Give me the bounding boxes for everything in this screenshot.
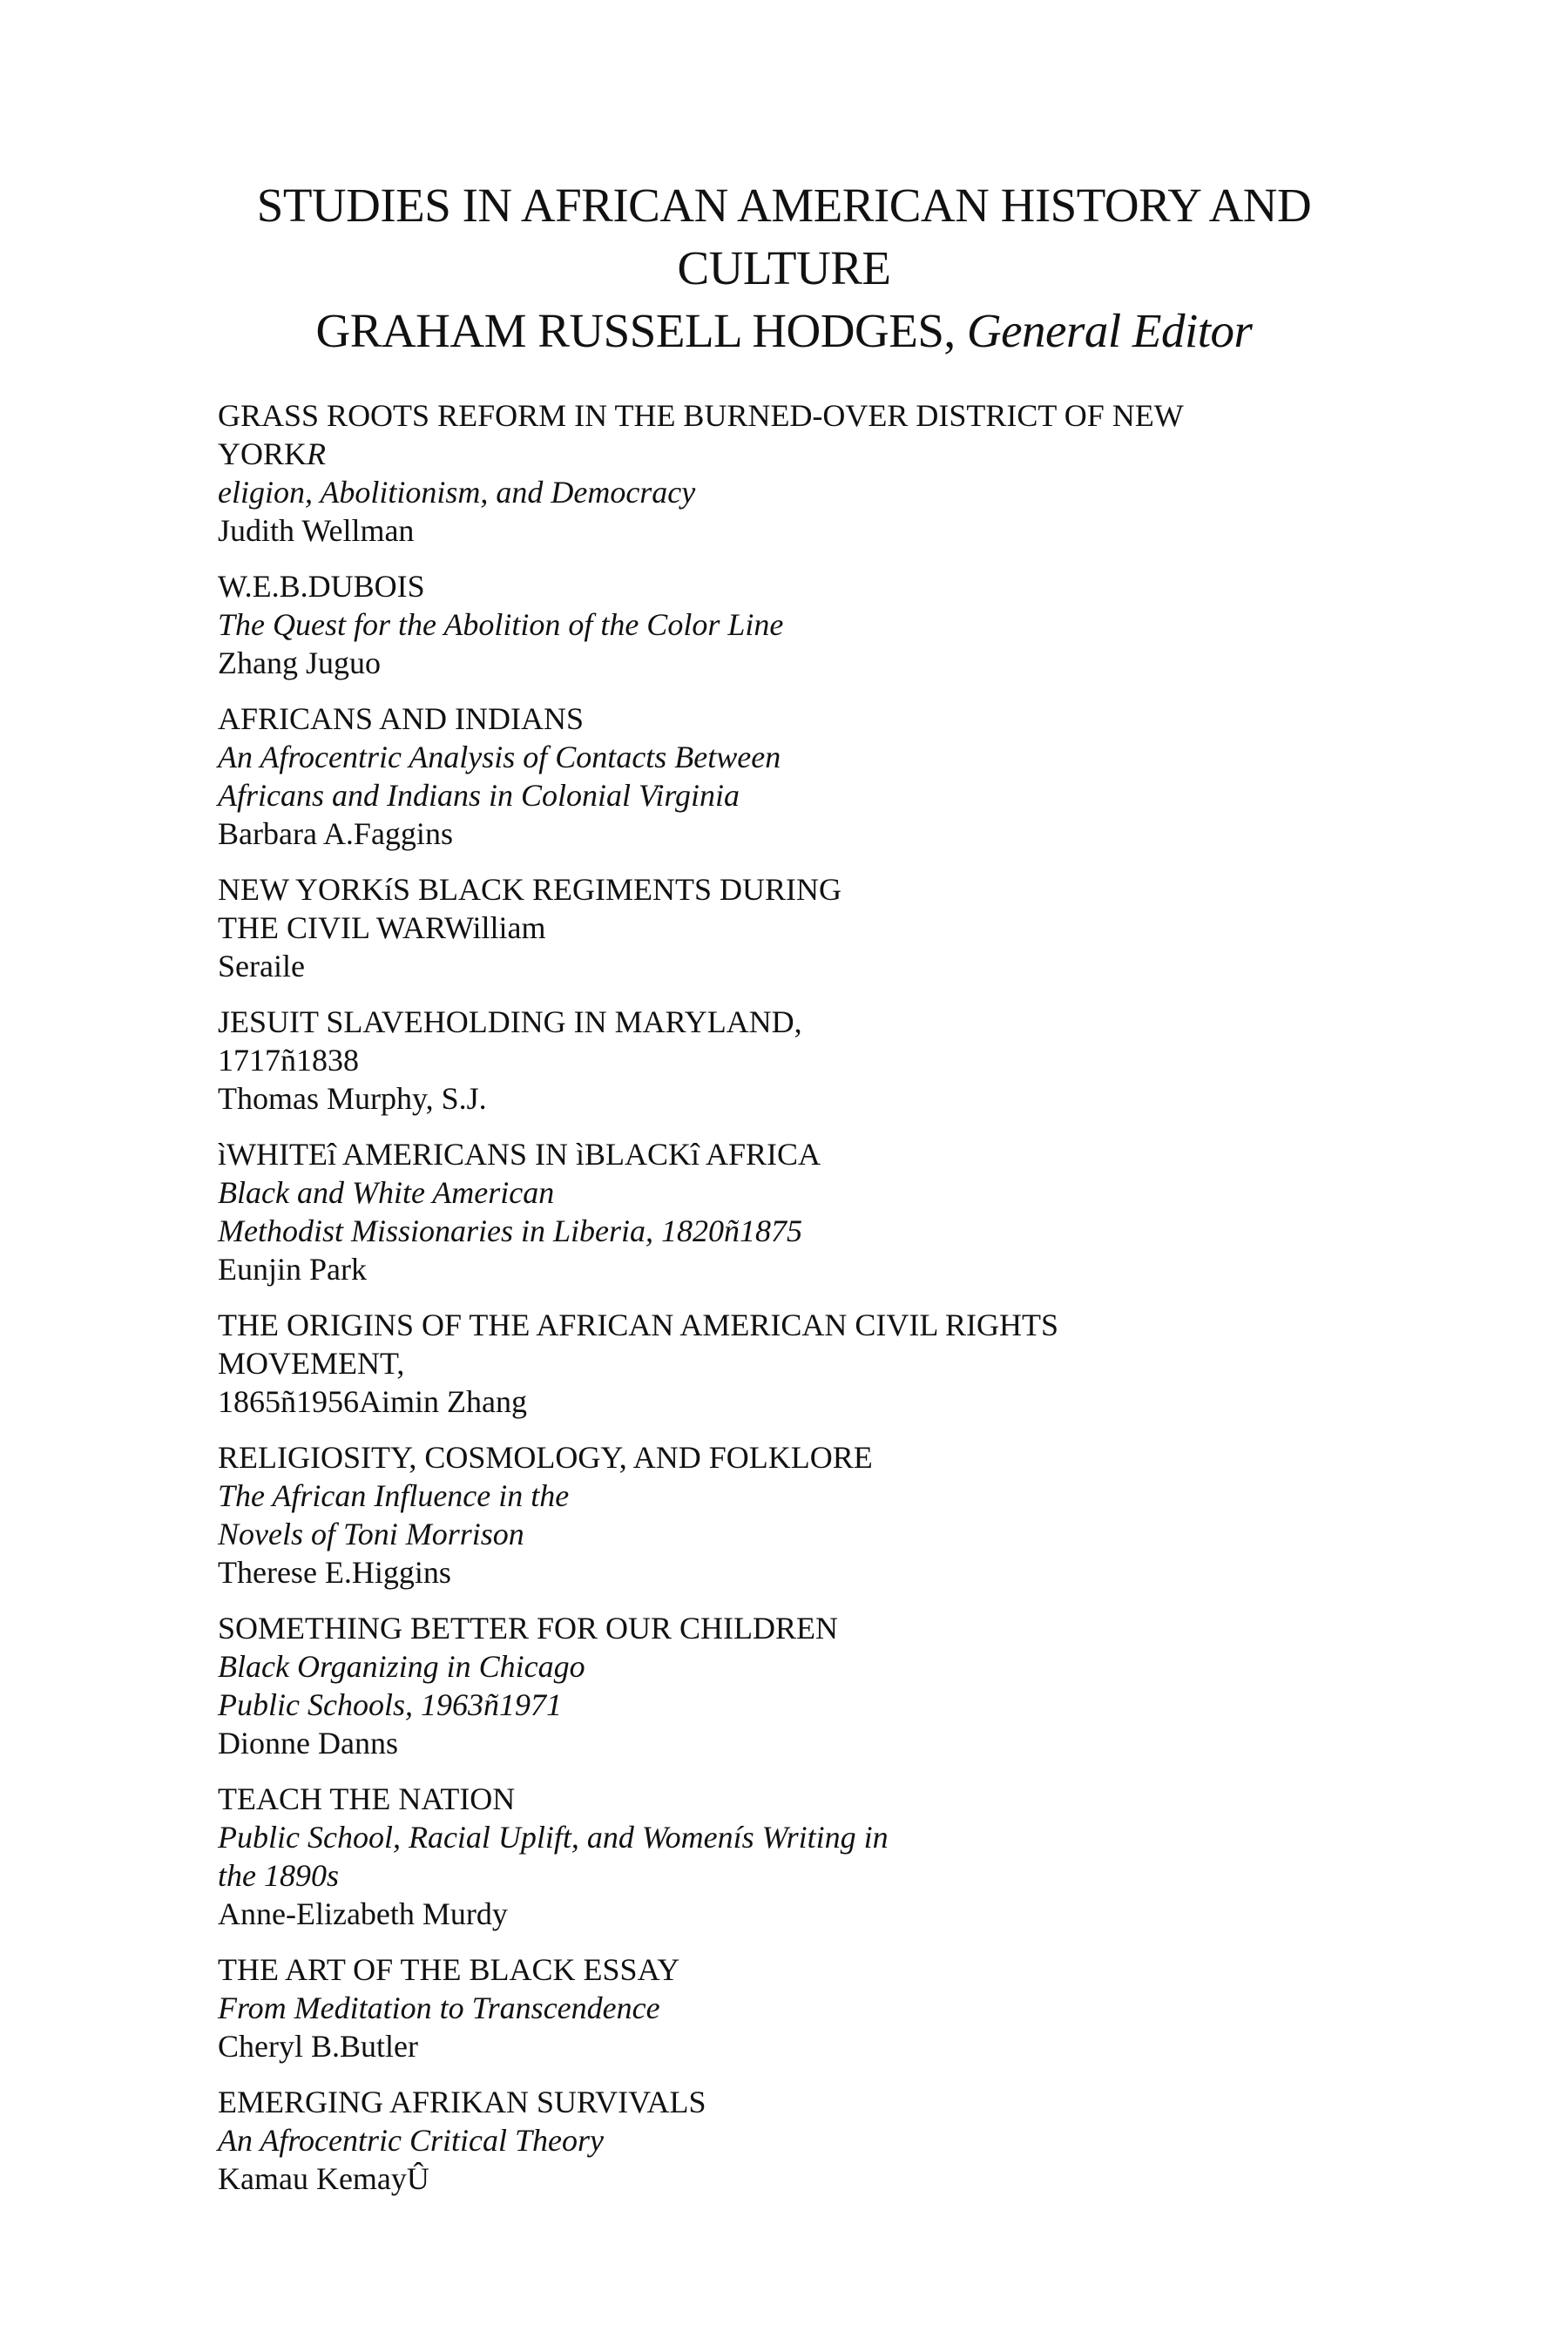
series-title-line-2: CULTURE [677, 241, 891, 294]
book-title-line: 1717ñ1838 [218, 1043, 359, 1078]
book-entry [218, 1438, 1350, 1592]
book-entry [218, 870, 1350, 985]
book-author: Therese E.Higgins [218, 1555, 451, 1590]
book-title-line: EMERGING AFRIKAN SURVIVALS [218, 2085, 706, 2119]
book-entry [218, 1135, 1350, 1288]
book-subtitle-line: Public School, Racial Uplift, and Womenís Writing in [218, 1820, 889, 1855]
book-title-line: SOMETHING BETTER FOR OUR CHILDREN [218, 1611, 839, 1646]
series-header [131, 174, 1437, 362]
book-title-line: Seraile [218, 949, 305, 983]
book-subtitle-line: Novels of Toni Morrison [218, 1517, 524, 1551]
book-title-line: TEACH THE NATION [218, 1781, 516, 1816]
book-title-line: YORKR [218, 436, 327, 471]
general-editor-line [131, 300, 1437, 362]
book-title-line: AFRICANS AND INDIANS [218, 701, 585, 736]
book-subtitle-line: Black and White American [218, 1175, 555, 1210]
editor-name: GRAHAM RUSSELL HODGES, [315, 304, 956, 357]
book-title-line: 1865ñ1956Aimin Zhang [218, 1384, 527, 1419]
book-author: Barbara A.Faggins [218, 816, 453, 851]
book-subtitle-line: eligion, Abolitionism, and Democracy [218, 475, 696, 510]
book-entry [218, 396, 1350, 550]
book-title-line: RELIGIOSITY, COSMOLOGY, AND FOLKLORE [218, 1440, 873, 1475]
book-title-trailing-italic: R [307, 436, 327, 471]
book-entry [218, 1003, 1350, 1118]
book-entry [218, 1306, 1350, 1421]
book-title-line: MOVEMENT, [218, 1346, 405, 1381]
editor-role: General Editor [966, 304, 1253, 357]
book-entry [218, 1780, 1350, 1933]
book-author: Eunjin Park [218, 1252, 367, 1287]
book-author: Anne-Elizabeth Murdy [218, 1896, 508, 1931]
book-subtitle-line: From Meditation to Transcendence [218, 1990, 660, 2025]
book-title-line: W.E.B.DUBOIS [218, 569, 425, 604]
book-author: Thomas Murphy, S.J. [218, 1081, 487, 1116]
book-subtitle-line: The African Influence in the [218, 1478, 570, 1513]
book-subtitle-line: Methodist Missionaries in Liberia, 1820ñ1875 [218, 1213, 803, 1248]
book-title-line: JESUIT SLAVEHOLDING IN MARYLAND, [218, 1004, 802, 1039]
series-title-line-1: STUDIES IN AFRICAN AMERICAN HISTORY AND [256, 179, 1312, 232]
book-author: Cheryl B.Butler [218, 2029, 418, 2064]
book-entry [218, 567, 1350, 682]
book-author: Kamau KemayÛ [218, 2161, 429, 2196]
book-author: Judith Wellman [218, 513, 415, 548]
book-entry [218, 2083, 1350, 2198]
book-entry [218, 1609, 1350, 1762]
book-subtitle-line: Public Schools, 1963ñ1971 [218, 1687, 562, 1722]
book-title-line: THE ORIGINS OF THE AFRICAN AMERICAN CIVIL RIGHTS [218, 1308, 1059, 1342]
book-title-line: ìWHITEî AMERICANS IN ìBLACKî AFRICA [218, 1137, 821, 1172]
book-subtitle-line: An Afrocentric Analysis of Contacts Between [218, 740, 781, 774]
book-entry [218, 700, 1350, 853]
book-subtitle-line: Africans and Indians in Colonial Virginia [218, 778, 740, 813]
book-title-line: THE ART OF THE BLACK ESSAY [218, 1952, 680, 1987]
book-entry [218, 1950, 1350, 2065]
book-title-line: NEW YORKíS BLACK REGIMENTS DURING [218, 872, 842, 907]
book-author: Dionne Danns [218, 1726, 398, 1761]
book-title-line: GRASS ROOTS REFORM IN THE BURNED-OVER DISTRICT OF NEW [218, 398, 1184, 433]
book-subtitle-line: The Quest for the Abolition of the Color Line [218, 607, 784, 642]
book-subtitle-line: Black Organizing in Chicago [218, 1649, 585, 1684]
book-title-line: THE CIVIL WARWilliam [218, 910, 546, 945]
book-subtitle-line: the 1890s [218, 1858, 339, 1893]
book-author: Zhang Juguo [218, 645, 381, 680]
book-list [218, 396, 1350, 2215]
book-subtitle-line: An Afrocentric Critical Theory [218, 2123, 604, 2158]
